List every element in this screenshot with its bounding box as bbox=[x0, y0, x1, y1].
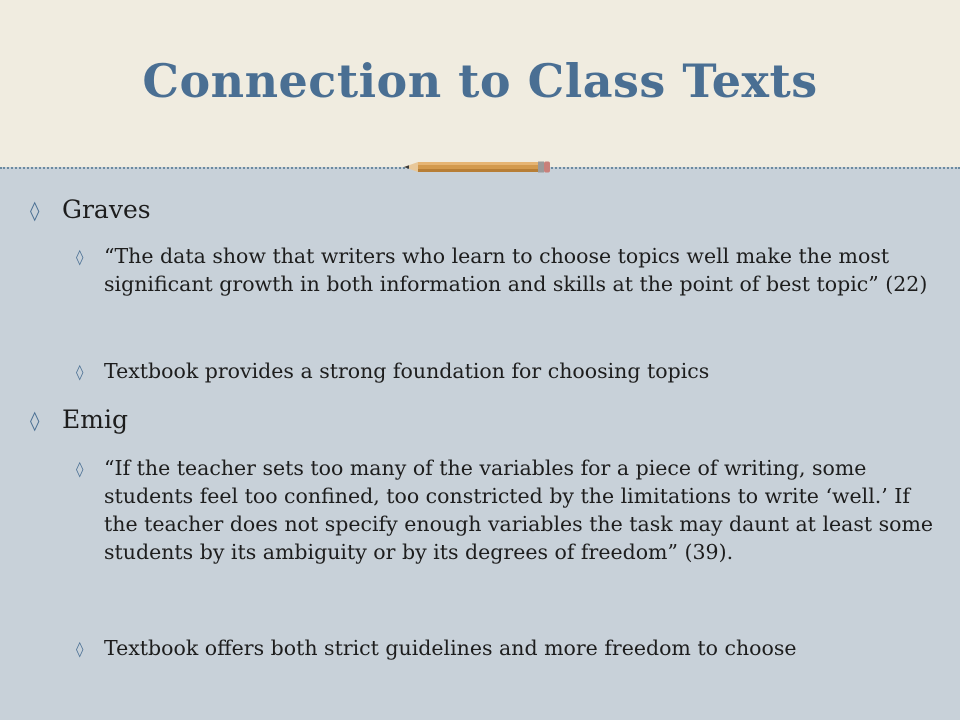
emig-quote: “If the teacher sets too many of the variables for a piece of writing, some students feel too confined, too constricted by the limitations to write ‘well.’ If the teacher does not specify enough variables the task may daunt at least some students by its ambiguity or by its degrees of freedom” (39). bbox=[104, 456, 934, 564]
diamond-bullet-icon: ◊ bbox=[30, 200, 40, 222]
graves-quote: “The data show that writers who learn to choose topics well make the most significant growth in both information and skills at the point of best topic” (22) bbox=[104, 244, 928, 296]
section-heading-emig: Emig bbox=[62, 405, 128, 434]
section-heading-graves: Graves bbox=[62, 195, 151, 224]
pencil-icon bbox=[404, 158, 550, 176]
emig-note: Textbook offers both strict guidelines and more freedom to choose bbox=[104, 636, 797, 660]
slide-header bbox=[0, 0, 960, 167]
slide-body bbox=[0, 190, 960, 720]
slide-title: Connection to Class Texts bbox=[142, 54, 818, 108]
diamond-bullet-icon: ◊ bbox=[76, 363, 84, 381]
diamond-bullet-icon: ◊ bbox=[30, 410, 40, 432]
diamond-bullet-icon: ◊ bbox=[76, 640, 84, 658]
graves-note: Textbook provides a strong foundation for choosing topics bbox=[104, 359, 710, 383]
diamond-bullet-icon: ◊ bbox=[76, 460, 84, 478]
diamond-bullet-icon: ◊ bbox=[76, 248, 84, 266]
